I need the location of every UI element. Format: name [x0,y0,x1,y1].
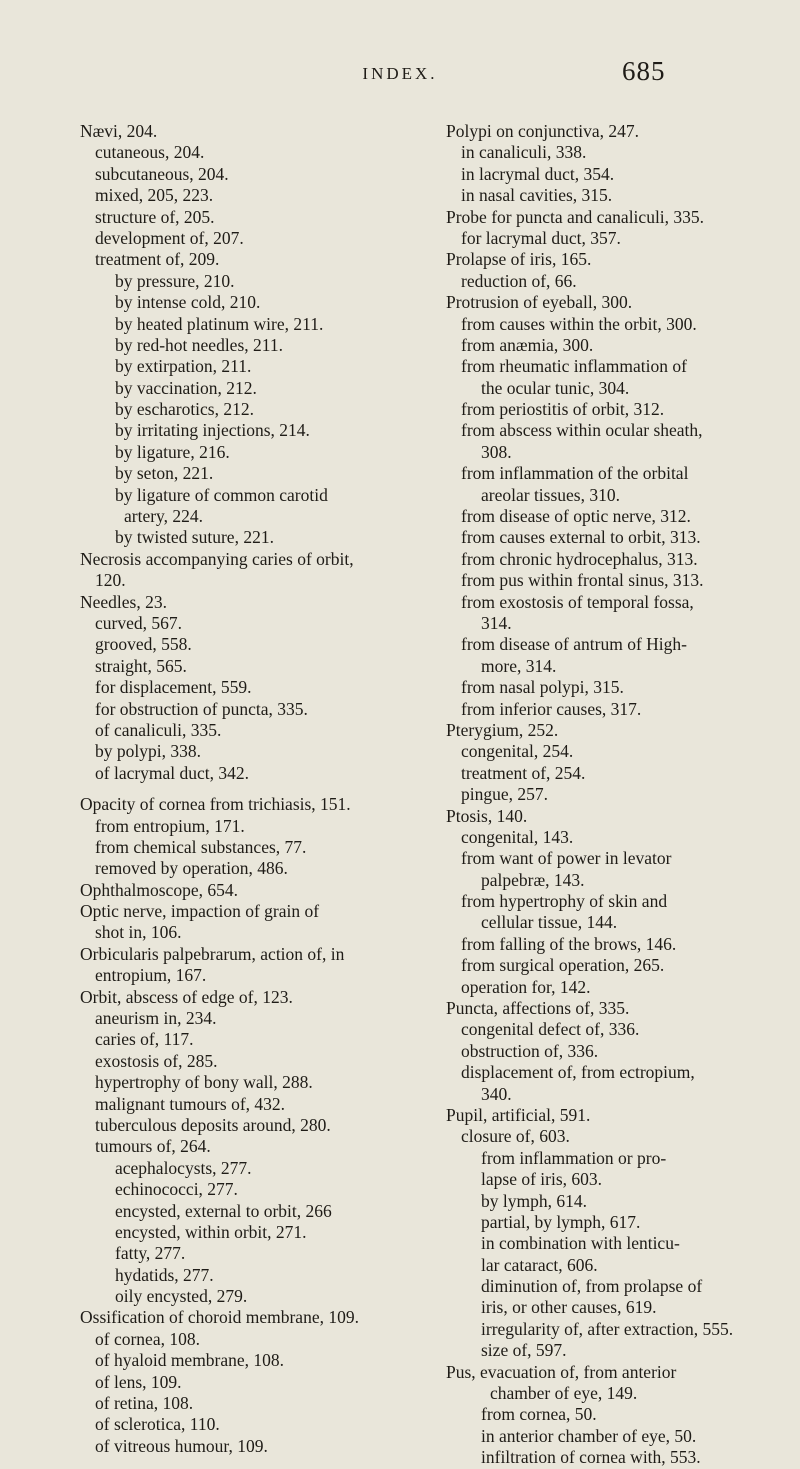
index-heading-entry: Opacity of cornea from trichiasis, 151. [80,794,351,815]
index-subentry: iris, or other causes, 619. [481,1297,657,1318]
index-subentry: from periostitis of orbit, 312. [461,399,665,420]
index-subentry: from abscess within ocular sheath, [461,420,703,441]
index-subentry: displacement of, from ectropium, [461,1062,695,1083]
index-subentry: from entropium, 171. [95,815,245,836]
index-subentry: treatment of, 209. [95,249,220,270]
index-subentry: size of, 597. [481,1340,567,1361]
index-subentry: from inflammation of the orbital [461,463,689,484]
index-subentry: from falling of the brows, 146. [461,933,677,954]
index-subentry: by vaccination, 212. [115,377,257,398]
index-column-left [80,121,452,1457]
index-subentry: diminution of, from prolapse of [481,1276,703,1297]
index-subentry: chamber of eye, 149. [490,1383,638,1404]
index-subentry: exostosis of, 285. [95,1050,218,1071]
index-subentry: structure of, 205. [95,206,215,227]
index-subentry: treatment of, 254. [461,762,586,783]
index-heading-entry: Pupil, artificial, 591. [446,1104,591,1125]
index-subentry: hypertrophy of bony wall, 288. [95,1072,313,1093]
index-heading-entry: Optic nerve, impaction of grain of [80,901,320,922]
index-subentry: aneurism in, 234. [95,1008,217,1029]
index-subentry: 120. [95,570,126,591]
index-subentry: from exostosis of temporal fossa, [461,591,694,612]
index-subentry: from want of power in levator [461,848,672,869]
index-subentry: by irritating injections, 214. [115,420,310,441]
index-subentry: from anæmia, 300. [461,334,594,355]
index-subentry: of canaliculi, 335. [95,719,222,740]
index-subentry: pingue, 257. [461,784,549,805]
index-subentry: 308. [481,441,512,462]
index-subentry: in nasal cavities, 315. [461,185,613,206]
index-subentry: by escharotics, 212. [115,399,254,420]
index-subentry: lar cataract, 606. [481,1254,598,1275]
index-subentry: of lacrymal duct, 342. [95,762,250,783]
index-subentry: more, 314. [481,655,557,676]
index-subentry: from surgical operation, 265. [461,955,665,976]
index-subentry: reduction of, 66. [461,270,577,291]
index-heading-entry: Needles, 23. [80,591,167,612]
index-heading-entry: Probe for puncta and canaliculi, 335. [446,206,705,227]
index-heading-entry: Ophthalmoscope, 654. [80,879,238,900]
index-subentry: by twisted suture, 221. [115,527,274,548]
index-subentry: in canaliculi, 338. [461,142,587,163]
index-subentry: artery, 224. [124,506,204,527]
index-subentry: from disease of optic nerve, 312. [461,506,691,527]
index-subentry: by seton, 221. [115,463,214,484]
index-subentry: by intense cold, 210. [115,292,261,313]
index-subentry: closure of, 603. [461,1126,570,1147]
index-heading-entry: Orbicularis palpebrarum, action of, in [80,943,345,964]
index-heading-entry: Protrusion of eyeball, 300. [446,292,633,313]
index-subentry: in anterior chamber of eye, 50. [481,1425,697,1446]
index-heading-entry: Nævi, 204. [80,121,158,141]
index-subentry: from rheumatic inflammation of [461,356,687,377]
index-subentry: palpebræ, 143. [481,869,585,890]
index-subentry: mixed, 205, 223. [95,185,214,206]
index-subentry: 340. [481,1083,512,1104]
index-subentry: for lacrymal duct, 357. [461,227,621,248]
index-subentry: from inflammation or pro- [481,1147,667,1168]
entry-gap [80,784,452,794]
index-subentry: from causes within the orbit, 300. [461,313,697,334]
index-heading-entry: Orbit, abscess of edge of, 123. [80,986,293,1007]
index-subentry: from nasal polypi, 315. [461,677,624,698]
index-subentry: obstruction of, 336. [461,1040,599,1061]
running-header: INDEX. [362,64,438,83]
index-subentry: partial, by lymph, 617. [481,1211,641,1232]
index-subentry: echinococci, 277. [115,1179,238,1200]
index-subentry: subcutaneous, 204. [95,163,229,184]
index-subentry: of hyaloid membrane, 108. [95,1350,285,1371]
index-subentry: infiltration of cornea with, 553. [481,1447,701,1468]
index-subentry: for displacement, 559. [95,677,252,698]
index-subentry: development of, 207. [95,227,244,248]
index-heading-entry: Polypi on conjunctiva, 247. [446,121,639,141]
index-subentry: encysted, external to orbit, 266 [115,1200,332,1221]
index-subentry: cutaneous, 204. [95,142,205,163]
index-heading-entry: Ptosis, 140. [446,805,528,826]
page-number: 685 [622,56,666,86]
index-subentry: straight, 565. [95,655,187,676]
index-subentry: in combination with lenticu- [481,1233,680,1254]
index-subentry: from disease of antrum of High- [461,634,687,655]
index-subentry: from pus within frontal sinus, 313. [461,570,704,591]
index-subentry: areolar tissues, 310. [481,484,620,505]
index-subentry: congenital, 143. [461,826,574,847]
index-subentry: congenital defect of, 336. [461,1019,640,1040]
index-subentry: caries of, 117. [95,1029,194,1050]
index-subentry: congenital, 254. [461,741,574,762]
index-subentry: of lens, 109. [95,1371,182,1392]
index-subentry: of vitreous humour, 109. [95,1435,268,1456]
index-subentry: shot in, 106. [95,922,182,943]
index-subentry: in lacrymal duct, 354. [461,163,615,184]
index-subentry: acephalocysts, 277. [115,1157,252,1178]
index-subentry: lapse of iris, 603. [481,1169,603,1190]
index-subentry: by red-hot needles, 211. [115,334,283,355]
index-subentry: operation for, 142. [461,976,591,997]
index-heading-entry: Prolapse of iris, 165. [446,249,592,270]
index-subentry: by ligature of common carotid [115,484,328,505]
index-subentry: by lymph, 614. [481,1190,587,1211]
index-subentry: by ligature, 216. [115,441,230,462]
index-subentry: malignant tumours of, 432. [95,1093,286,1114]
index-subentry: 314. [481,612,512,633]
index-subentry: by heated platinum wire, 211. [115,313,324,334]
index-subentry: curved, 567. [95,612,182,633]
index-heading-entry: Pterygium, 252. [446,719,559,740]
index-subentry: tuberculous deposits around, 280. [95,1114,331,1135]
index-subentry: from chemical substances, 77. [95,836,307,857]
index-subentry: hydatids, 277. [115,1264,214,1285]
index-subentry: oily encysted, 279. [115,1286,248,1307]
index-subentry: of sclerotica, 110. [95,1414,220,1435]
index-subentry: by pressure, 210. [115,270,235,291]
index-subentry: fatty, 277. [115,1243,186,1264]
index-subentry: cellular tissue, 144. [481,912,618,933]
index-subentry: irregularity of, after extraction, 555. [481,1318,734,1339]
index-subentry: encysted, within orbit, 271. [115,1221,307,1242]
index-subentry: grooved, 558. [95,634,192,655]
index-subentry: of cornea, 108. [95,1328,200,1349]
index-subentry: entropium, 167. [95,965,207,986]
index-heading-entry: Pus, evacuation of, from anterior [446,1361,677,1382]
index-heading-entry: Ossification of choroid membrane, 109. [80,1307,359,1328]
index-subentry: from chronic hydrocephalus, 313. [461,548,698,569]
index-heading-entry: Puncta, affections of, 335. [446,998,630,1019]
index-subentry: removed by operation, 486. [95,858,288,879]
index-subentry: from cornea, 50. [481,1404,597,1425]
index-subentry: for obstruction of puncta, 335. [95,698,308,719]
index-subentry: from causes external to orbit, 313. [461,527,701,548]
index-subentry: from inferior causes, 317. [461,698,642,719]
index-subentry: from hypertrophy of skin and [461,891,668,912]
index-subentry: by extirpation, 211. [115,356,252,377]
index-subentry: of retina, 108. [95,1393,194,1414]
index-subentry: tumours of, 264. [95,1136,211,1157]
index-subentry: by polypi, 338. [95,741,201,762]
index-heading-entry: Necrosis accompanying caries of orbit, [80,548,354,569]
index-subentry: the ocular tunic, 304. [481,377,630,398]
index-column-right [446,121,800,1469]
